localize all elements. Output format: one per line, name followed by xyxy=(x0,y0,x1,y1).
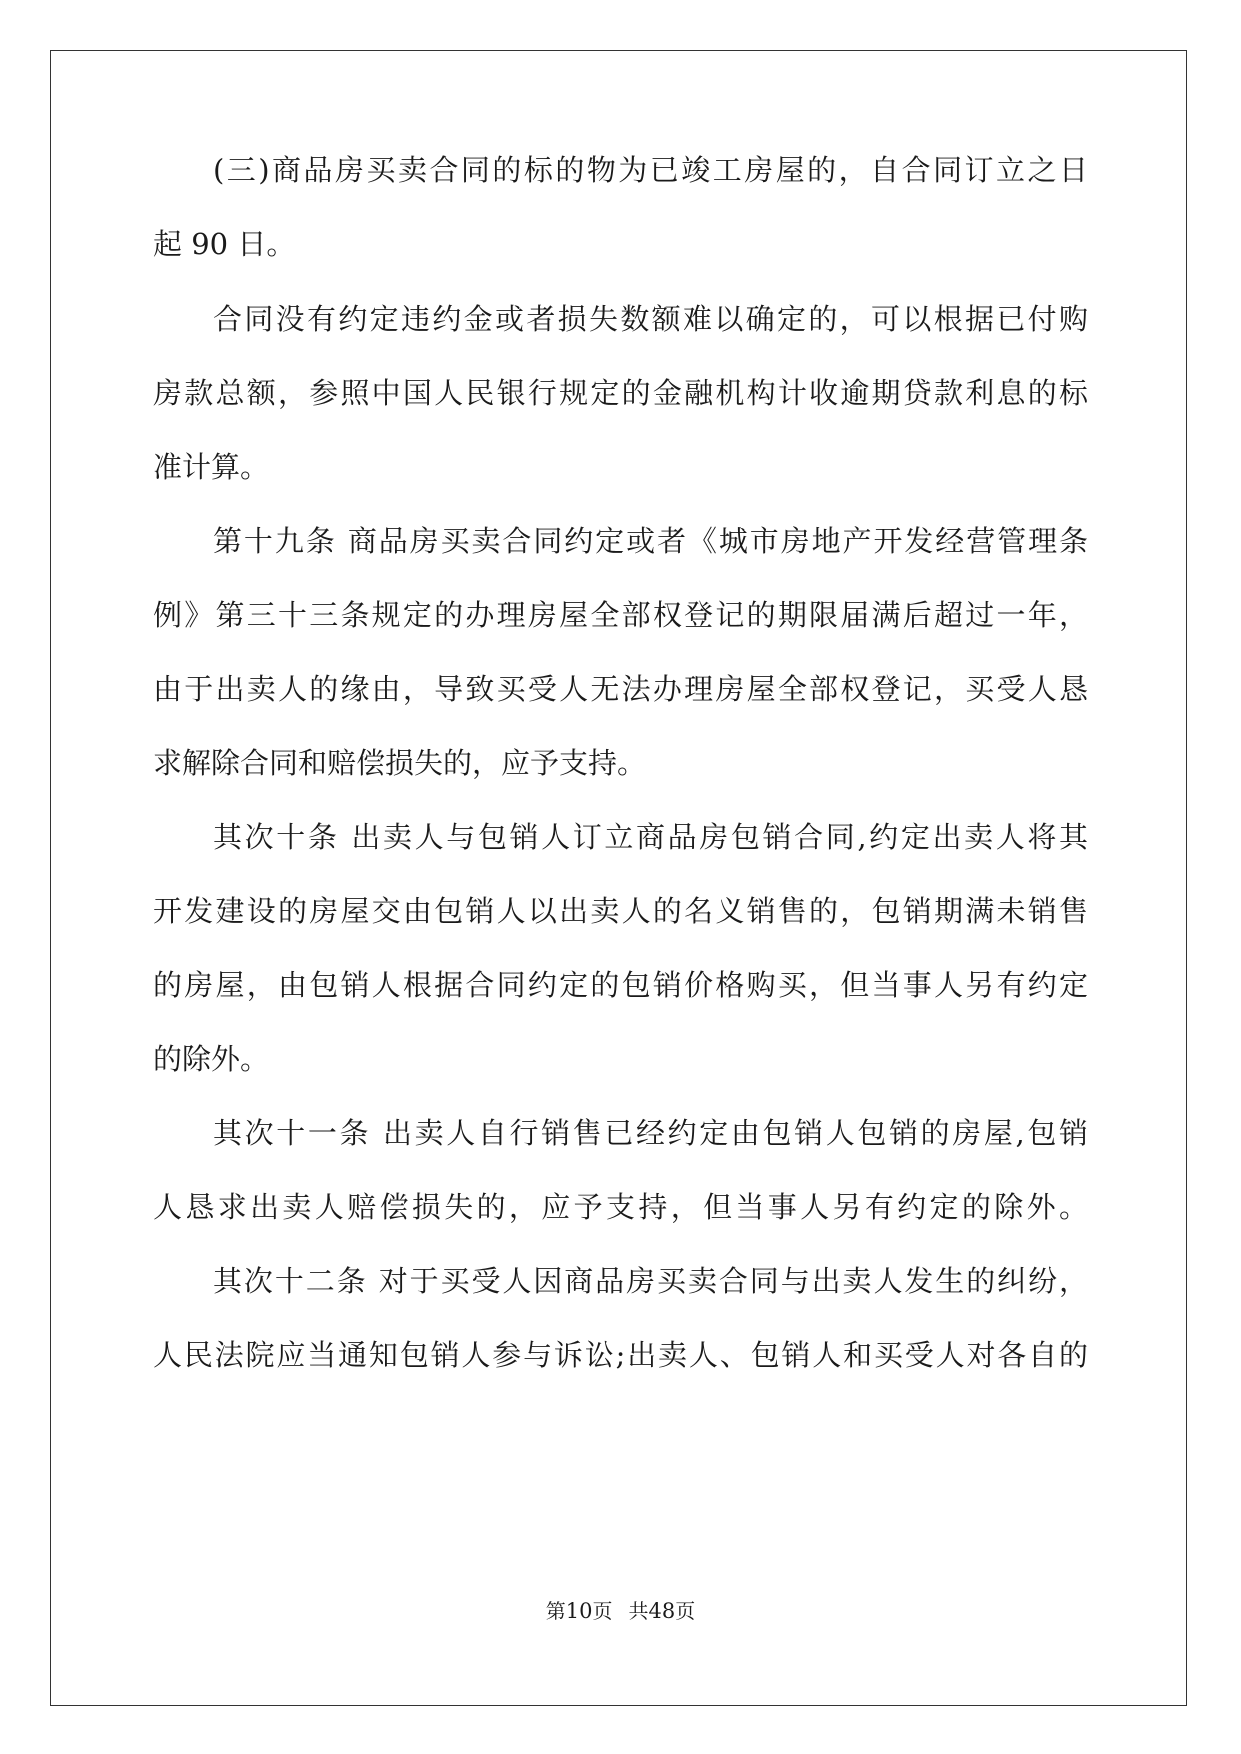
text-line: 求解除合同和赔偿损失的，应予支持。 xyxy=(153,746,647,780)
text-line: 开发建设的房屋交由包销人以出卖人的名义销售的，包销期满未销售 xyxy=(153,894,1088,928)
text-line: 的房屋，由包销人根据合同约定的包销价格购买，但当事人另有约定 xyxy=(153,968,1088,1002)
text-line: 其次十二条 对于买受人因商品房买卖合同与出卖人发生的纠纷， xyxy=(213,1264,1088,1298)
page-number-label: 第10页 xyxy=(545,1599,613,1623)
text-line: 准计算。 xyxy=(153,450,270,484)
text-line: 合同没有约定违约金或者损失数额难以确定的，可以根据已付购 xyxy=(213,302,1088,336)
text-line: 其次十条 出卖人与包销人订立商品房包销合同,约定出卖人将其 xyxy=(213,820,1088,854)
text-line: 其次十一条 出卖人自行销售已经约定由包销人包销的房屋,包销 xyxy=(213,1116,1088,1150)
text-line: 第十九条 商品房买卖合同约定或者《城市房地产开发经营管理条 xyxy=(213,524,1088,558)
text-line: 人民法院应当通知包销人参与诉讼;出卖人、包销人和买受人对各自的 xyxy=(153,1338,1088,1372)
text-line: (三)商品房买卖合同的标的物为已竣工房屋的，自合同订立之日 xyxy=(213,153,1088,187)
text-line: 由于出卖人的缘由，导致买受人无法办理房屋全部权登记，买受人恳 xyxy=(153,672,1088,706)
page-number: 10 xyxy=(565,1599,593,1623)
text-line: 房款总额，参照中国人民银行规定的金融机构计收逾期贷款利息的标 xyxy=(153,376,1088,410)
text-line: 人恳求出卖人赔偿损失的，应予支持，但当事人另有约定的除外。 xyxy=(153,1190,1088,1224)
text-line: 的除外。 xyxy=(153,1042,270,1076)
total-pages-label: 共48页 xyxy=(628,1599,696,1623)
page-footer xyxy=(0,1597,1241,1625)
total-pages: 48 xyxy=(648,1599,676,1623)
text-line: 起 90 日。 xyxy=(153,227,296,261)
text-line: 例》第三十三条规定的办理房屋全部权登记的期限届满后超过一年， xyxy=(153,598,1088,632)
